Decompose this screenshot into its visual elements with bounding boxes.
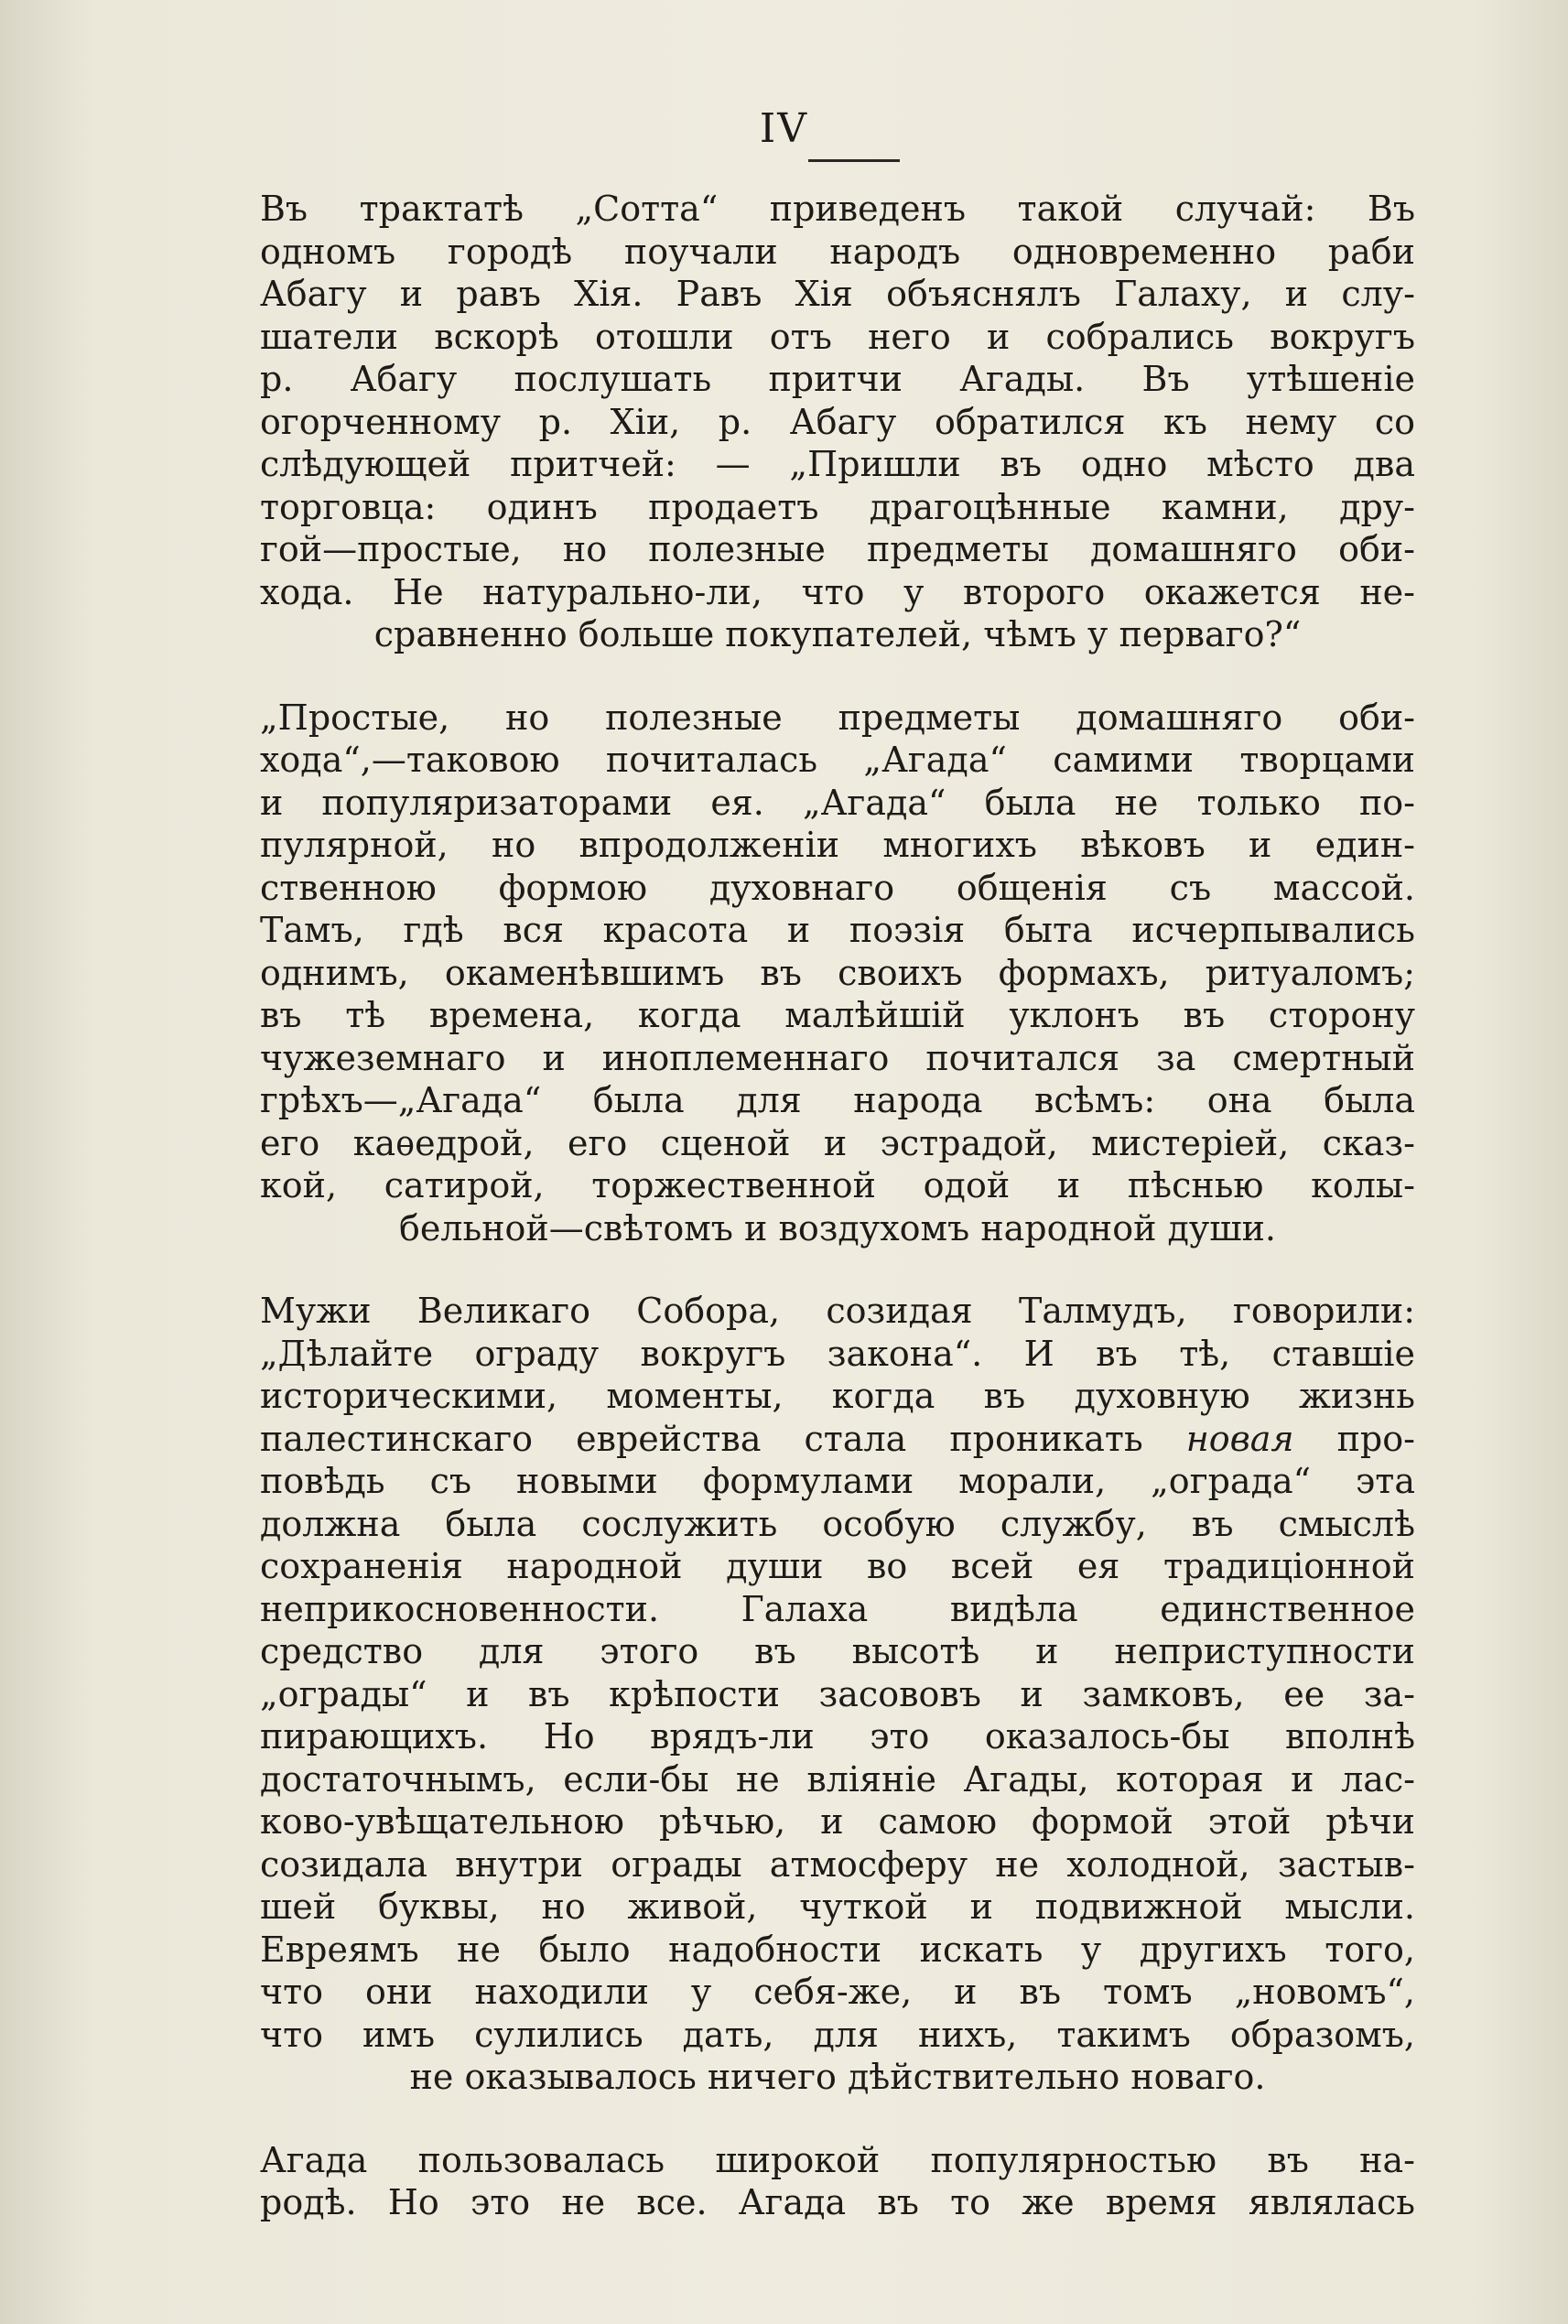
text-line: одномъ городѣ поучали народъ одновременно раби bbox=[260, 231, 1415, 272]
text-line: что они находили у себя-же, и въ томъ „новомъ“, bbox=[260, 1972, 1415, 2012]
text-line: огорченному р. Хіи, р. Абагу обратился къ нему со bbox=[260, 401, 1415, 442]
text-line: ково-увѣщательною рѣчью, и самою формой этой рѣчи bbox=[260, 1801, 1415, 1842]
text-line: созидала внутри ограды атмосферу не холодной, застыв- bbox=[260, 1843, 1415, 1885]
text-line: сравненно больше покупателей, чѣмъ у перваго?“ bbox=[373, 614, 1302, 654]
page-number-rule bbox=[808, 159, 900, 162]
text-line: должна была сослужить особую службу, въ смыслѣ bbox=[260, 1503, 1415, 1544]
text-line: ственною формою духовнаго общенія съ массой. bbox=[260, 867, 1415, 908]
text-fragment: палестинскаго еврейства стала проникать bbox=[260, 1418, 1143, 1459]
text-line: хода. Не натурально-ли, что у второго окажется не- bbox=[260, 571, 1415, 612]
text-line: бельной—свѣтомъ и воздухомъ народной души. bbox=[399, 1207, 1276, 1248]
text-fragment: про- bbox=[1336, 1418, 1415, 1459]
text-line: однимъ, окаменѣвшимъ въ своихъ формахъ, ритуаломъ; bbox=[260, 952, 1415, 993]
text-line: Евреямъ не было надобности искать у другихъ того, bbox=[260, 1929, 1415, 1970]
paragraph-1 bbox=[260, 188, 1415, 656]
text-line: „Дѣлайте ограду вокругъ закона“. И въ тѣ, ставшіе bbox=[260, 1333, 1415, 1374]
text-line: историческими, моменты, когда въ духовную жизнь bbox=[260, 1376, 1415, 1416]
text-line: родѣ. Но это не все. Агада въ то же время являлась bbox=[260, 2182, 1415, 2222]
text-line: въ тѣ времена, когда малѣйшій уклонъ въ сторону bbox=[260, 995, 1415, 1035]
text-line: неприкосновенности. Галаха видѣла единственное bbox=[260, 1588, 1415, 1629]
text-line: достаточнымъ, если-бы не вліяніе Агады, которая и лас- bbox=[260, 1758, 1415, 1800]
text-line: слѣдующей притчей: — „Пришли въ одно мѣсто два bbox=[260, 444, 1415, 484]
text-line: грѣхъ—„Агада“ была для народа всѣмъ: она была bbox=[260, 1080, 1415, 1120]
text-line: пулярной, но впродолженіи многихъ вѣковъ и един- bbox=[260, 825, 1415, 865]
text-line: Агада пользовалась широкой популярностью въ на- bbox=[260, 2139, 1415, 2180]
text-line: шей буквы, но живой, чуткой и подвижной мысли. bbox=[260, 1886, 1415, 1927]
paragraph-3 bbox=[260, 1290, 1415, 2099]
text-line: шатели вскорѣ отошли отъ него и собрались вокругъ bbox=[260, 316, 1415, 357]
body-text bbox=[260, 188, 1415, 2265]
text-line: не оказывалось ничего дѣйствительно новаго. bbox=[409, 2057, 1266, 2097]
text-line: Абагу и равъ Хія. Равъ Хія объяснялъ Галаху, и слу- bbox=[260, 274, 1415, 314]
text-line: „Простые, но полезные предметы домашняго оби- bbox=[260, 697, 1415, 738]
italic-word: новая bbox=[1185, 1418, 1294, 1459]
text-line: что имъ сулились дать, для нихъ, такимъ образомъ, bbox=[260, 2014, 1415, 2055]
paragraph-2 bbox=[260, 697, 1415, 1250]
text-line: средство для этого въ высотѣ и неприступности bbox=[260, 1631, 1415, 1671]
paragraph-4 bbox=[260, 2139, 1415, 2224]
text-line-with-italic bbox=[260, 1418, 1415, 1461]
text-line: хода“,—таковою почиталась „Агада“ самими творцами bbox=[260, 740, 1415, 780]
text-line: р. Абагу послушать притчи Агады. Въ утѣшеніе bbox=[260, 359, 1415, 399]
text-line: Тамъ, гдѣ вся красота и поэзія быта исчерпывались bbox=[260, 910, 1415, 950]
text-line: торговца: одинъ продаетъ драгоцѣнные камни, дру- bbox=[260, 486, 1415, 527]
page-number: IV bbox=[759, 105, 809, 152]
text-line: пирающихъ. Но врядъ-ли это оказалось-бы вполнѣ bbox=[260, 1716, 1415, 1757]
text-line: сохраненія народной души во всей ея традиціонной bbox=[260, 1546, 1415, 1586]
text-line: Мужи Великаго Собора, созидая Талмудъ, говорили: bbox=[260, 1291, 1415, 1331]
text-line: повѣдь съ новыми формулами морали, „ограда“ эта bbox=[260, 1461, 1415, 1501]
text-line: кой, сатирой, торжественной одой и пѣснью колы- bbox=[260, 1165, 1415, 1205]
text-line: чужеземнаго и иноплеменнаго почитался за смертный bbox=[260, 1037, 1415, 1078]
text-line: гой—простые, но полезные предметы домашняго оби- bbox=[260, 529, 1415, 569]
text-line: „ограды“ и въ крѣпости засововъ и замковъ, ее за- bbox=[260, 1673, 1415, 1714]
text-line: и популяризаторами ея. „Агада“ была не только по- bbox=[260, 782, 1415, 823]
text-line: его каѳедрой, его сценой и эстрадой, мистеріей, сказ- bbox=[260, 1122, 1415, 1163]
text-line: Въ трактатѣ „Сотта“ приведенъ такой случай: Въ bbox=[260, 189, 1415, 229]
